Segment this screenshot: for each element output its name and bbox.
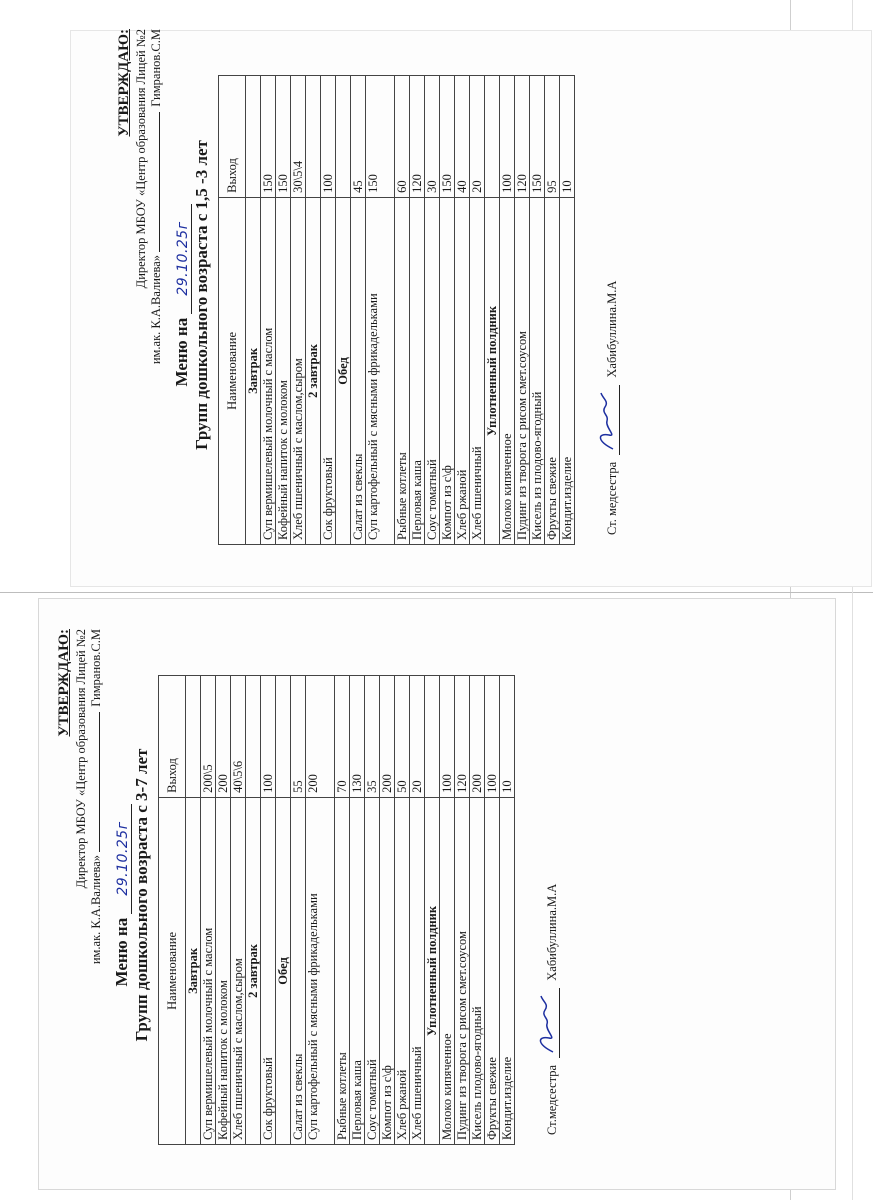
dish-output: 120 [410,76,425,198]
dish-output: 150 [276,76,291,198]
table-row [425,76,440,545]
table-header-row [219,76,246,545]
dish-name: Кофейный напиток с молоком [216,797,231,1144]
table-row [261,676,276,1145]
table-row [455,76,470,545]
table-row [366,76,395,545]
dish-output [276,676,291,798]
meal-section-label: Завтрак [186,797,201,1144]
table-row [321,76,336,545]
dish-name: Пудинг из творога с рисом смет.соусом [515,197,530,544]
approval-line1: Директор МБОУ «Центр образования Лицей №2 [133,29,148,289]
menu-panel-toddler [115,15,620,575]
table-row [500,76,515,545]
dish-output: 20 [410,676,425,798]
approval-title: УТВЕРЖДАЮ: [56,629,72,737]
table-section-row [485,76,500,545]
table-row [231,676,246,1145]
table-row [500,676,515,1145]
footer-name: Хабибуллина.М.А [545,883,560,981]
table-row [410,676,425,1145]
table-row [410,76,425,545]
table-row [201,676,216,1145]
dish-output: 10 [560,76,575,198]
table-row [291,76,306,545]
dish-name: Салат из свеклы [351,197,366,544]
dish-output [485,76,500,198]
dish-output: 100 [485,676,500,798]
dish-output: 150 [530,76,545,198]
table-row [440,76,455,545]
footer-label: Ст.медсестра [545,1065,560,1135]
meal-section-label: Завтрак [246,197,261,544]
approval-line2-left: им.ак. К.А.Валиева» [89,854,104,965]
menu-date: 29.10.25г [176,204,192,314]
table-row [470,676,485,1145]
dish-output: 20 [470,76,485,198]
dish-name: Фрукты свежие [485,797,500,1144]
table-section-row [246,676,261,1145]
dish-name: Молоко кипяченное [500,197,515,544]
dish-name: Хлеб пшеничный [410,797,425,1144]
dish-name: Салат из свеклы [291,797,306,1144]
menu-table [158,675,515,1145]
group-title: Групп дошкольного возраста с 3-7 лет [132,748,152,1042]
dish-name: Кисель из плодово-ягодный [530,197,545,544]
dish-name: Перловая каша [350,797,365,1144]
dish-output: 150 [261,76,276,198]
table-row [455,676,470,1145]
dish-output: 70 [335,676,350,798]
menu-table [218,75,575,545]
table-section-row [306,76,321,545]
table-row [470,76,485,545]
dish-output: 30\5\4 [291,76,306,198]
footer-signature [605,15,620,535]
column-header-name: Наименование [219,197,246,544]
dish-name: Перловая каша [410,197,425,544]
dish-name: Суп картофельный с мясными фрикадельками [306,797,335,1144]
dish-output: 55 [291,676,306,798]
meal-section-label: 2 завтрак [246,797,261,1144]
dish-output [336,76,351,198]
dish-name: Фрукты свежие [545,197,560,544]
table-row [560,76,575,545]
dish-output: 120 [455,676,470,798]
table-row [351,76,366,545]
dish-output: 120 [515,76,530,198]
table-row [545,76,560,545]
table-row [395,676,410,1145]
dish-output [246,676,261,798]
meal-section-label: Уплотненный полдник [425,797,440,1144]
dish-output: 150 [366,76,395,198]
dish-output: 100 [321,76,336,198]
dish-name: Компот из с\ф [380,797,395,1144]
dish-name: Сок фруктовый [321,197,336,544]
table-row [515,76,530,545]
table-row [335,676,350,1145]
footer-label: Ст. медсестра [605,461,620,535]
dish-name: Хлеб пшеничный с маслом,сыром [231,797,246,1144]
dish-output: 95 [545,76,560,198]
dish-output: 150 [440,76,455,198]
dish-name: Кондит.изделие [500,797,515,1144]
dish-output: 200 [306,676,335,798]
table-row [365,676,380,1145]
table-row [485,676,500,1145]
handwritten-signature [545,988,560,1058]
approval-line1: Директор МБОУ «Центр образования Лицей №2 [73,629,88,889]
menu-label: Меню на [172,317,191,387]
table-row [216,676,231,1145]
table-row [291,676,306,1145]
meal-section-label: 2 завтрак [306,197,321,544]
dish-output: 200 [216,676,231,798]
dish-name: Рыбные котлеты [395,197,410,544]
dish-name: Соус томатный [365,797,380,1144]
dish-output: 100 [500,76,515,198]
table-row [395,76,410,545]
column-header-output: Выход [219,76,246,198]
table-row [261,76,276,545]
dish-output: 200\5 [201,676,216,798]
meal-section-label: Обед [276,797,291,1144]
dish-output: 10 [500,676,515,798]
dish-output: 50 [395,676,410,798]
dish-name: Хлеб пшеничный [470,197,485,544]
dish-name: Компот из с\ф [440,197,455,544]
handwritten-signature [605,385,620,455]
dish-name: Хлеб ржаной [395,797,410,1144]
table-row [350,676,365,1145]
group-title: Групп дошкольного возраста с 1,5 -3 лет [192,140,212,450]
table-section-row [246,76,261,545]
menu-panel-preschool [55,615,560,1175]
approval-title: УТВЕРЖДАЮ: [116,29,132,137]
dish-name: Соус томатный [425,197,440,544]
scan-line [0,592,873,593]
dish-output: 60 [395,76,410,198]
approval-line2-left: им.ак. К.А.Валиева» [149,254,164,365]
table-section-row [186,676,201,1145]
dish-output [246,76,261,198]
approval-line2-right: Гимранов.С.М [149,29,164,107]
signature-line [159,112,160,252]
meal-section-label: Обед [336,197,351,544]
table-row [440,676,455,1145]
table-row [530,76,545,545]
dish-output: 100 [440,676,455,798]
dish-output [186,676,201,798]
dish-output: 30 [425,76,440,198]
menu-label: Меню на [112,917,131,987]
dish-name: Пудинг из творога с рисом смет.соусом [455,797,470,1144]
dish-name: Молоко кипяченное [440,797,455,1144]
footer-signature [545,615,560,1135]
dish-name: Рыбные котлеты [335,797,350,1144]
dish-output: 200 [380,676,395,798]
dish-output: 45 [351,76,366,198]
dish-name: Суп картофельный с мясными фрикадельками [366,197,395,544]
dish-output: 200 [470,676,485,798]
dish-output: 130 [350,676,365,798]
dish-name: Сок фруктовый [261,797,276,1144]
table-section-row [336,76,351,545]
dish-output [425,676,440,798]
menu-title [173,15,192,575]
signature-line [99,712,100,852]
dish-name: Кофейный напиток с молоком [276,197,291,544]
dish-name: Суп вермишелевый молочный с маслом [201,797,216,1144]
menu-title [113,615,132,1175]
approval-line2-right: Гимранов.С.М [89,629,104,707]
table-row [276,76,291,545]
column-header-name: Наименование [159,797,186,1144]
table-section-row [276,676,291,1145]
dish-output: 35 [365,676,380,798]
dish-output: 40\5\6 [231,676,246,798]
approval-block [115,15,165,575]
dish-name: Суп вермишелевый молочный с маслом [261,197,276,544]
dish-name: Хлеб пшеничный с маслом,сыром [291,197,306,544]
table-section-row [425,676,440,1145]
dish-output: 100 [261,676,276,798]
table-header-row [159,676,186,1145]
dish-name: Хлеб ржаной [455,197,470,544]
menu-date: 29.10.25г [116,804,132,914]
dish-name: Кондит.изделие [560,197,575,544]
column-header-output: Выход [159,676,186,798]
footer-name: Хабибуллина.М.А [605,280,620,378]
table-row [380,676,395,1145]
dish-name: Кисель плодово-ягодный [470,797,485,1144]
approval-block [55,615,105,1175]
table-row [306,676,335,1145]
dish-output [306,76,321,198]
meal-section-label: Уплотненный полдник [485,197,500,544]
dish-output: 40 [455,76,470,198]
